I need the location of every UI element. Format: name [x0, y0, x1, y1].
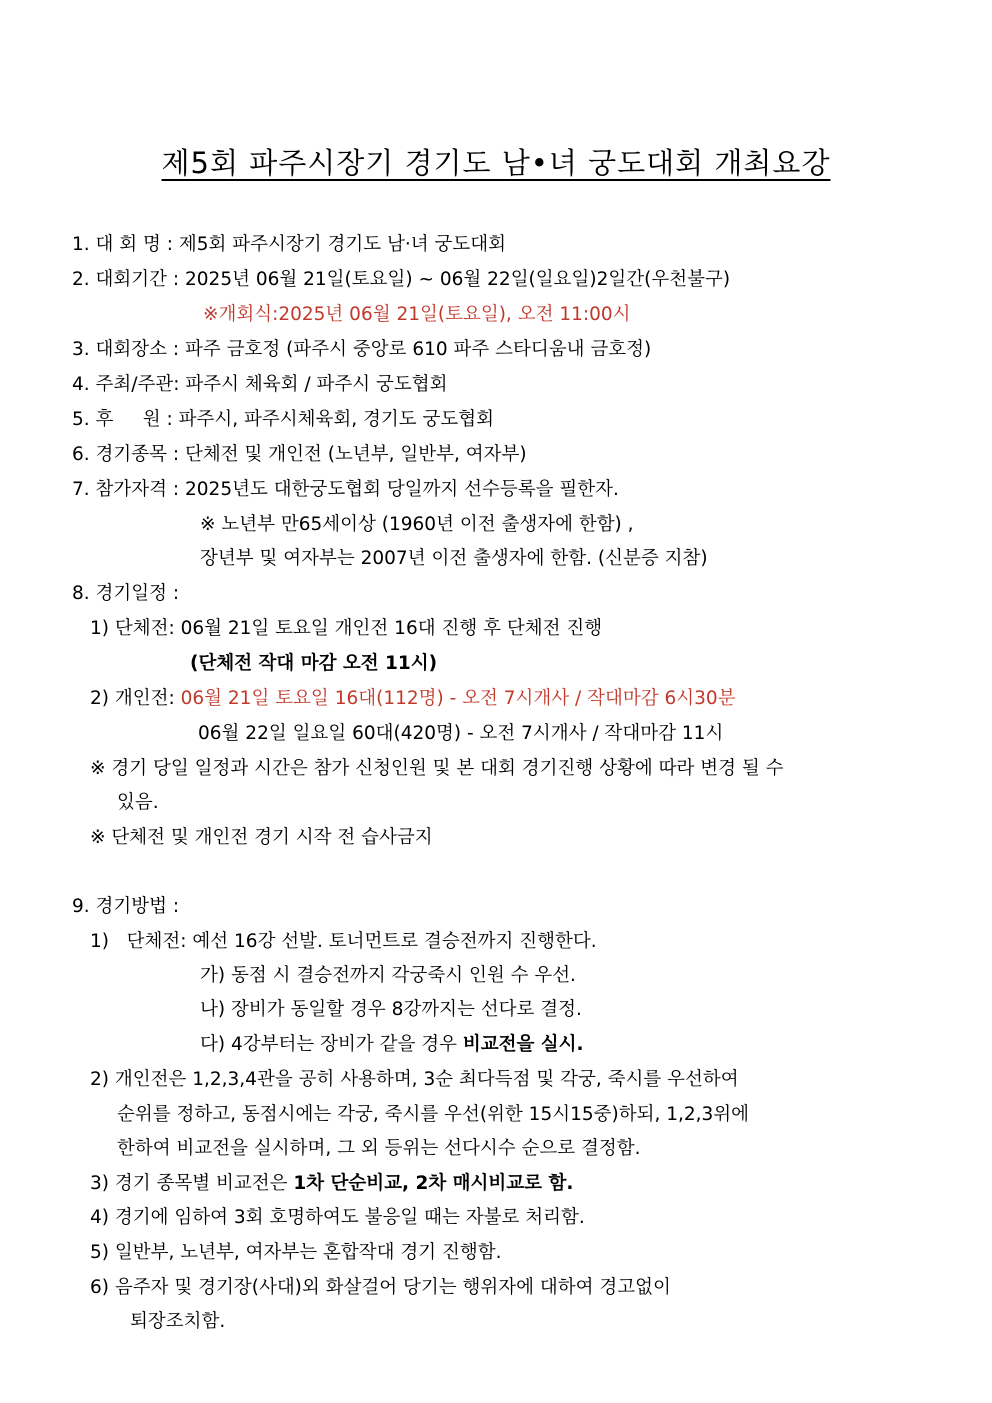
- schedule-individual: [90, 686, 736, 712]
- item-event-name: 1. 대 회 명 : 제5회 파주시장기 경기도 남·녀 궁도대회: [72, 234, 507, 255]
- method-team-b: 나) 장비가 동일할 경우 8강까지는 선다로 결정.: [200, 999, 582, 1020]
- item-method-heading: 9. 경기방법 :: [72, 896, 180, 917]
- schedule-note-change-cont: 있음.: [117, 792, 159, 813]
- schedule-team: 1) 단체전: 06월 21일 토요일 개인전 16대 진행 후 단체전 진행: [90, 618, 603, 639]
- method-team: 1) 단체전: 예선 16강 선발. 토너먼트로 결승전까지 진행한다.: [90, 931, 597, 952]
- method-individual: 2) 개인전은 1,2,3,4관을 공히 사용하며, 3순 최다득점 및 각궁, 죽시를 우선하여: [90, 1069, 739, 1090]
- item-organizer: 4. 주최/주관: 파주시 체육회 / 파주시 궁도협회: [72, 374, 448, 395]
- method-mixed: 5) 일반부, 노년부, 여자부는 혼합작대 경기 진행함.: [90, 1242, 502, 1263]
- item-eligibility-senior: ※ 노년부 만65세이상 (1960년 이전 출생자에 한함) ,: [200, 514, 634, 535]
- page-title: [0, 143, 992, 183]
- schedule-note-change: ※ 경기 당일 일정과 시간은 참가 신청인원 및 본 대회 경기진행 상황에 따라 변경 될 수: [90, 758, 784, 779]
- page-title-text: 제5회 파주시장기 경기도 남•녀 궁도대회 개최요강: [161, 146, 831, 180]
- schedule-individual-day1: 06월 21일 토요일 16대(112명) - 오전 7시개사 / 작대마감 6시30분: [180, 688, 736, 709]
- method-no-show: 4) 경기에 임하여 3회 호명하여도 불응일 때는 자불로 처리함.: [90, 1207, 585, 1228]
- method-team-c-bold: 비교전을 실시.: [462, 1034, 584, 1055]
- item-eligibility: 7. 참가자격 : 2025년도 대한궁도협회 당일까지 선수등록을 필한자.: [72, 479, 619, 500]
- schedule-individual-label: 2) 개인전:: [90, 688, 181, 709]
- method-individual-cont2: 한하여 비교전을 실시하며, 그 외 등위는 선다시수 순으로 결정함.: [117, 1138, 641, 1159]
- schedule-individual-day2: 06월 22일 일요일 60대(420명) - 오전 7시개사 / 작대마감 11시: [198, 723, 724, 744]
- method-team-a: 가) 동점 시 결승전까지 각궁죽시 인원 수 우선.: [200, 965, 576, 986]
- method-individual-cont1: 순위를 정하고, 동점시에는 각궁, 죽시를 우선(위한 15시15중)하되, 1,2,3위에: [117, 1104, 750, 1125]
- item-venue: 3. 대회장소 : 파주 금호정 (파주시 중앙로 610 파주 스타디움내 금호정): [72, 339, 652, 360]
- method-tiebreak-text: 3) 경기 종목별 비교전은: [90, 1173, 294, 1194]
- method-tiebreak-bold: 1차 단순비교, 2차 매시비교로 함.: [293, 1173, 574, 1194]
- item-event-period: 2. 대회기간 : 2025년 06월 21일(토요일) ~ 06월 22일(일요일)2일간(우천불구): [72, 269, 731, 290]
- item-sponsor: 5. 후 원 : 파주시, 파주시체육회, 경기도 궁도협회: [72, 409, 495, 430]
- method-tiebreak: [90, 1171, 573, 1197]
- item-schedule-heading: 8. 경기일정 :: [72, 583, 180, 604]
- item-competition-type: 6. 경기종목 : 단체전 및 개인전 (노년부, 일반부, 여자부): [72, 444, 527, 465]
- method-team-c: [200, 1032, 584, 1058]
- method-team-c-text: 다) 4강부터는 장비가 같을 경우: [200, 1034, 463, 1055]
- method-warning-cont: 퇴장조치함.: [130, 1311, 226, 1332]
- schedule-team-deadline: (단체전 작대 마감 오전 11시): [190, 653, 438, 674]
- schedule-note-practice: ※ 단체전 및 개인전 경기 시작 전 습사금지: [90, 827, 433, 848]
- method-warning: 6) 음주자 및 경기장(사대)외 화살걸어 당기는 행위자에 대하여 경고없이: [90, 1277, 671, 1298]
- item-opening-ceremony: ※개회식:2025년 06월 21일(토요일), 오전 11:00시: [203, 304, 631, 325]
- item-eligibility-adult: 장년부 및 여자부는 2007년 이전 출생자에 한함. (신분증 지참): [200, 548, 708, 569]
